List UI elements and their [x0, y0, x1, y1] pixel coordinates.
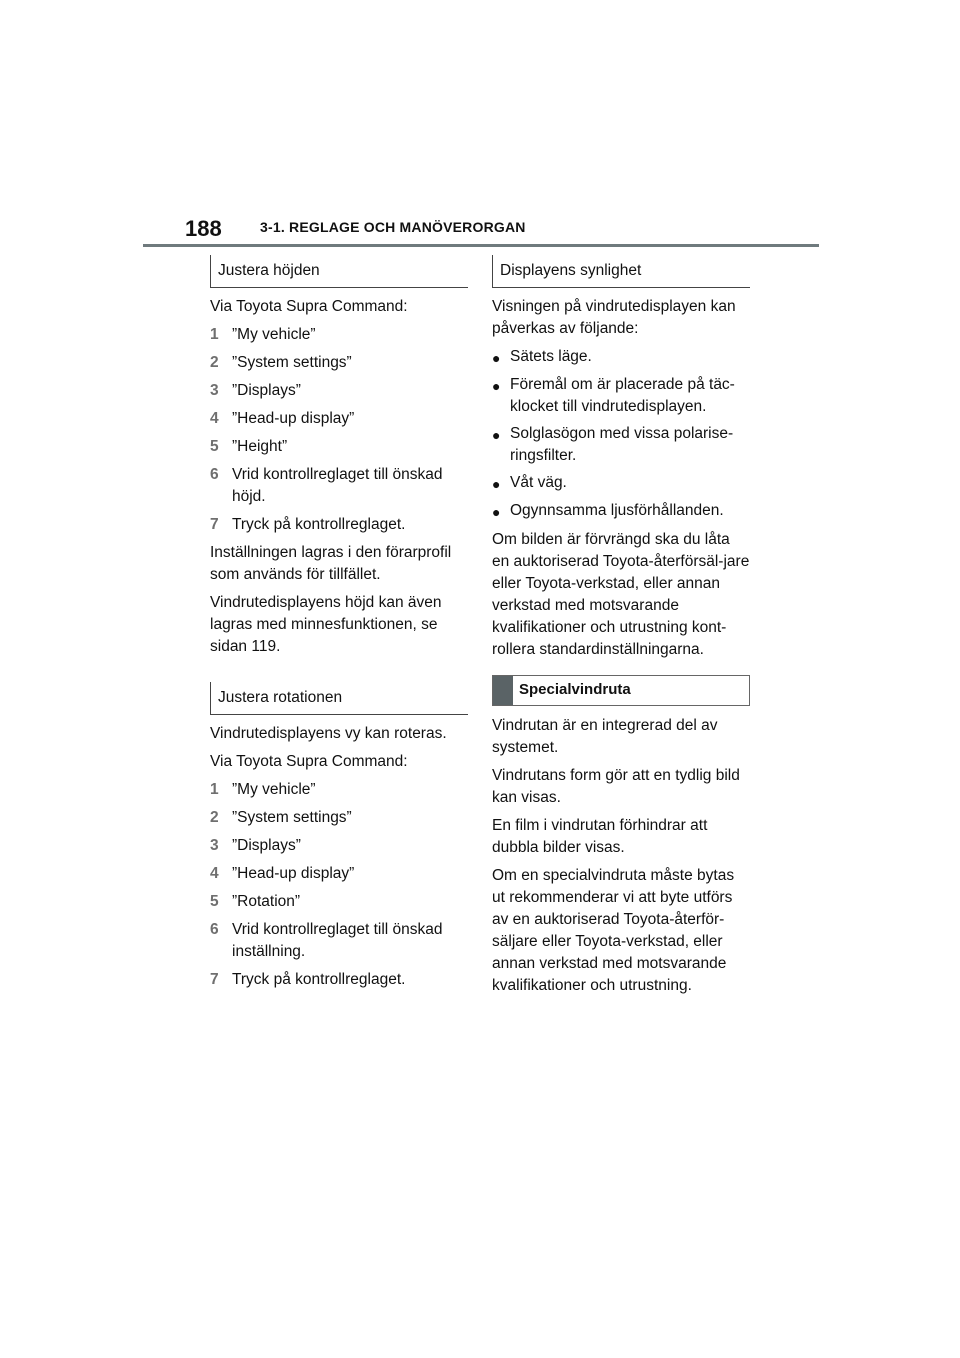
visibility-factors-list [492, 346, 750, 523]
list-item [492, 500, 750, 523]
step-item [210, 436, 468, 458]
step-number: 4 [210, 410, 219, 427]
bullet-text: Sätets läge. [510, 348, 592, 365]
bullet-text: Solglasögon med vissa polarise-ringsfilter. [510, 425, 734, 464]
subheading-adjust-rotation: Justera rotationen [210, 682, 468, 715]
heading-marker [493, 676, 513, 705]
step-text: ”My vehicle” [232, 781, 316, 798]
step-item [210, 779, 468, 801]
rotation-steps-list [210, 779, 468, 991]
step-item [210, 863, 468, 885]
step-item [210, 408, 468, 430]
bullet-text: Våt väg. [510, 474, 567, 491]
profile-note: Inställningen lagras i den förarprofil som används för tillfället. [210, 544, 452, 583]
height-steps-list [210, 324, 468, 536]
step-number: 2 [210, 809, 219, 826]
special-windshield-heading: Specialvindruta [519, 681, 631, 698]
step-text: Vrid kontrollreglaget till önskad inställning. [232, 921, 443, 960]
list-item [492, 472, 750, 495]
step-number: 3 [210, 837, 219, 854]
step-number: 3 [210, 382, 219, 399]
page-number: 188 [185, 216, 222, 241]
bullet-icon: ● [492, 504, 501, 520]
right-column [492, 255, 750, 1003]
step-item [210, 919, 468, 963]
bullet-text: Föremål om är placerade på täc-klocket till vindrutedisplayen. [510, 376, 735, 415]
step-item [210, 514, 468, 536]
list-item [492, 423, 750, 467]
step-text: Tryck på kontrollreglaget. [232, 971, 406, 988]
step-text: ”Rotation” [232, 893, 301, 910]
intro-text: Via Toyota Supra Command: [210, 298, 408, 315]
windshield-paragraph: Om en specialvindruta måste bytas ut rekommenderar vi att byte utförs av en auktoriserad Toyota-återför-säljare eller Toyota-verkstad, eller annan verkstad med motsvarande kvalifikationer och utrustning. [492, 867, 735, 994]
windshield-paragraph: Vindrutans form gör att en tydlig bild kan visas. [492, 767, 740, 806]
step-number: 7 [210, 516, 219, 533]
step-item [210, 807, 468, 829]
special-windshield-heading-box [492, 675, 750, 706]
bullet-icon: ● [492, 476, 501, 492]
step-item [210, 380, 468, 402]
rotation-description: Vindrutedisplayens vy kan roteras. [210, 725, 447, 742]
step-text: ”Displays” [232, 837, 301, 854]
step-number: 1 [210, 326, 219, 343]
step-text: ”Height” [232, 438, 288, 455]
step-number: 6 [210, 921, 219, 938]
step-number: 5 [210, 893, 219, 910]
step-number: 5 [210, 438, 219, 455]
list-item [492, 346, 750, 369]
step-text: ”My vehicle” [232, 326, 316, 343]
step-item [210, 969, 468, 991]
step-item [210, 324, 468, 346]
step-number: 1 [210, 781, 219, 798]
step-number: 2 [210, 354, 219, 371]
step-item [210, 835, 468, 857]
page-header [185, 214, 819, 248]
step-number: 6 [210, 466, 219, 483]
visibility-outro: Om bilden är förvrängd ska du låta en auktoriserad Toyota-återförsäl-jare eller Toyota-verkstad, eller annan verkstad med motsvarande kvalifikationer och utrustning kont-rollera standardinställningarna. [492, 531, 750, 658]
section-title: 3-1. REGLAGE OCH MANÖVERORGAN [260, 219, 526, 235]
step-number: 4 [210, 865, 219, 882]
step-text: ”Head-up display” [232, 865, 355, 882]
header-divider [143, 244, 819, 247]
step-text: ”System settings” [232, 354, 352, 371]
step-item [210, 352, 468, 374]
left-column [210, 255, 468, 997]
visibility-intro: Visningen på vindrutedisplayen kan påverkas av följande: [492, 298, 736, 337]
step-text: Vrid kontrollreglaget till önskad höjd. [232, 466, 443, 505]
subheading-adjust-height: Justera höjden [210, 255, 468, 288]
step-item [210, 891, 468, 913]
step-number: 7 [210, 971, 219, 988]
list-item [492, 374, 750, 418]
bullet-text: Ogynnsamma ljusförhållanden. [510, 502, 724, 519]
step-text: Tryck på kontrollreglaget. [232, 516, 406, 533]
step-text: ”Displays” [232, 382, 301, 399]
subheading-display-visibility: Displayens synlighet [492, 255, 750, 288]
intro-text: Via Toyota Supra Command: [210, 753, 408, 770]
windshield-paragraph: En film i vindrutan förhindrar att dubbla bilder visas. [492, 817, 708, 856]
bullet-icon: ● [492, 378, 501, 394]
windshield-paragraph: Vindrutan är en integrerad del av systemet. [492, 717, 718, 756]
bullet-icon: ● [492, 427, 501, 443]
step-text: ”Head-up display” [232, 410, 355, 427]
bullet-icon: ● [492, 350, 501, 366]
step-item [210, 464, 468, 508]
memory-note: Vindrutedisplayens höjd kan även lagras med minnesfunktionen, se sidan 119. [210, 594, 442, 655]
step-text: ”System settings” [232, 809, 352, 826]
